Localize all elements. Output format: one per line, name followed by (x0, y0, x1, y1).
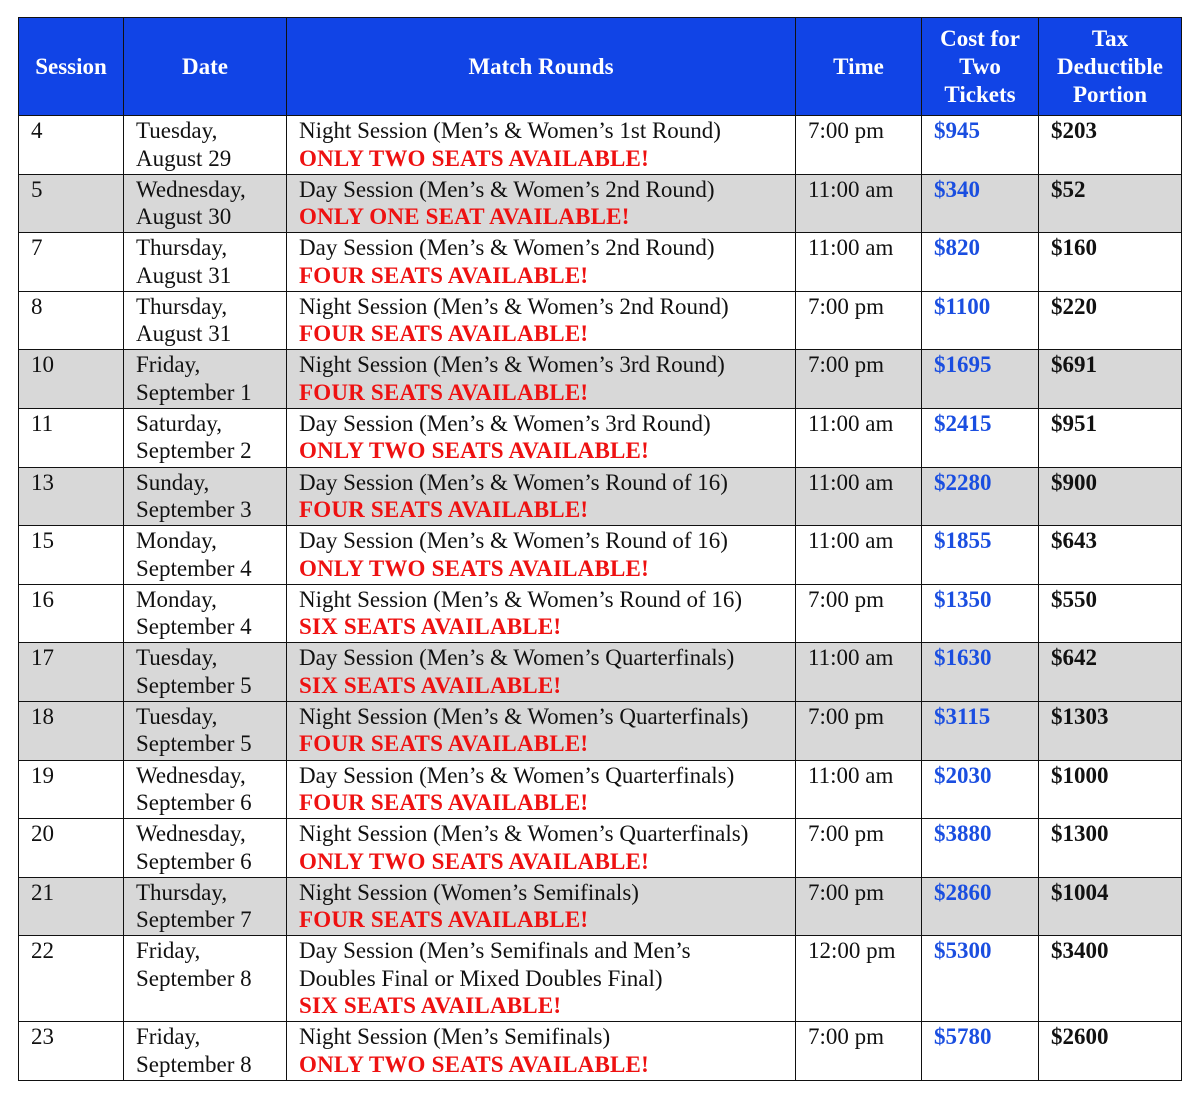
cost-cell (922, 760, 1039, 819)
table-body (19, 116, 1182, 1081)
calendar-date: September 4 (136, 555, 252, 581)
time-cell (796, 701, 922, 760)
table-row (19, 233, 1182, 292)
table-row (19, 760, 1182, 819)
session-time: 11:00 am (808, 762, 894, 788)
header-match-rounds: Match Rounds (287, 18, 796, 116)
session-number: 7 (31, 235, 43, 261)
tax-cell (1039, 819, 1182, 878)
tax-cell (1039, 936, 1182, 1022)
table-row (19, 877, 1182, 936)
match-rounds-cell (287, 877, 796, 936)
tax-deductible-amount: $1000 (1051, 762, 1109, 788)
header-time: Time (796, 18, 922, 116)
tax-deductible-amount: $203 (1051, 118, 1097, 143)
date-cell (124, 350, 287, 409)
match-description: Night Session (Men’s & Women’s Quarterfinals) (299, 821, 749, 847)
calendar-date: September 3 (136, 497, 252, 523)
session-number: 11 (31, 410, 54, 436)
session-time: 7:00 pm (808, 586, 885, 612)
tax-deductible-amount: $220 (1051, 293, 1097, 319)
time-cell (796, 877, 922, 936)
ticket-cost: $820 (934, 235, 980, 261)
date-cell (124, 116, 287, 175)
match-description: Night Session (Men’s & Women’s Quarterfinals) (299, 703, 749, 729)
ticket-cost: $945 (934, 118, 980, 143)
weekday: Saturday, (136, 410, 223, 436)
session-cell (19, 350, 124, 409)
tax-cell (1039, 174, 1182, 233)
match-rounds-cell (287, 350, 796, 409)
match-rounds-cell (287, 584, 796, 643)
match-rounds-cell (287, 174, 796, 233)
tax-deductible-amount: $900 (1051, 469, 1097, 495)
weekday: Friday, (136, 1024, 201, 1050)
tax-deductible-amount: $642 (1051, 645, 1097, 671)
time-cell (796, 174, 922, 233)
seat-availability: ONLY TWO SEATS AVAILABLE! (299, 438, 649, 464)
weekday: Friday, (136, 352, 201, 378)
match-description: Day Session (Men’s & Women’s Quarterfinals) (299, 645, 735, 671)
cost-cell (922, 584, 1039, 643)
table-header-row (19, 18, 1182, 116)
weekday: Tuesday, (136, 645, 218, 671)
seat-availability: FOUR SEATS AVAILABLE! (299, 262, 589, 288)
session-cell (19, 877, 124, 936)
tax-cell (1039, 877, 1182, 936)
ticket-sessions-table (18, 17, 1182, 1081)
weekday: Sunday, (136, 469, 210, 495)
ticket-cost: $5780 (934, 1024, 992, 1050)
session-cell (19, 174, 124, 233)
calendar-date: September 6 (136, 848, 252, 874)
session-time: 7:00 pm (808, 879, 885, 905)
tax-deductible-amount: $52 (1051, 176, 1086, 202)
table-row (19, 819, 1182, 878)
match-rounds-cell (287, 643, 796, 702)
table-row (19, 936, 1182, 1022)
match-description: Night Session (Men’s & Women’s 1st Round) (299, 118, 721, 143)
session-number: 20 (31, 821, 54, 847)
session-cell (19, 1022, 124, 1081)
session-time: 7:00 pm (808, 118, 885, 143)
date-cell (124, 701, 287, 760)
calendar-date: September 5 (136, 672, 252, 698)
session-time: 11:00 am (808, 469, 894, 495)
session-time: 11:00 am (808, 176, 894, 202)
cost-cell (922, 643, 1039, 702)
cost-cell (922, 350, 1039, 409)
time-cell (796, 584, 922, 643)
weekday: Wednesday, (136, 762, 246, 788)
tax-cell (1039, 643, 1182, 702)
session-cell (19, 643, 124, 702)
weekday: Friday, (136, 938, 201, 964)
date-cell (124, 467, 287, 526)
tax-cell (1039, 760, 1182, 819)
session-time: 11:00 am (808, 410, 894, 436)
calendar-date: September 8 (136, 965, 252, 991)
match-rounds-cell (287, 408, 796, 467)
seat-availability: ONLY TWO SEATS AVAILABLE! (299, 848, 649, 874)
ticket-cost: $340 (934, 176, 980, 202)
ticket-cost: $3115 (934, 703, 991, 729)
header-date: Date (124, 18, 287, 116)
session-time: 11:00 am (808, 235, 894, 261)
tax-deductible-amount: $951 (1051, 410, 1097, 436)
time-cell (796, 936, 922, 1022)
ticket-cost: $3880 (934, 821, 992, 847)
calendar-date: September 4 (136, 614, 252, 640)
tax-deductible-amount: $1004 (1051, 879, 1109, 905)
ticket-cost: $2860 (934, 879, 992, 905)
match-description: Day Session (Men’s Semifinals and Men’s (299, 938, 691, 964)
ticket-cost: $1350 (934, 586, 992, 612)
table-row (19, 350, 1182, 409)
session-number: 17 (31, 645, 54, 671)
time-cell (796, 233, 922, 292)
date-cell (124, 233, 287, 292)
table-row (19, 174, 1182, 233)
weekday: Tuesday, (136, 118, 218, 143)
session-cell (19, 116, 124, 175)
ticket-cost: $1100 (934, 293, 991, 319)
date-cell (124, 877, 287, 936)
ticket-cost: $1630 (934, 645, 992, 671)
date-cell (124, 584, 287, 643)
time-cell (796, 116, 922, 175)
tax-cell (1039, 116, 1182, 175)
time-cell (796, 526, 922, 585)
calendar-date: September 8 (136, 1051, 252, 1077)
table-row (19, 408, 1182, 467)
weekday: Wednesday, (136, 176, 246, 202)
session-number: 23 (31, 1024, 54, 1050)
weekday: Thursday, (136, 879, 228, 905)
seat-availability: SIX SEATS AVAILABLE! (299, 993, 562, 1019)
calendar-date: August 31 (136, 321, 232, 347)
seat-availability: FOUR SEATS AVAILABLE! (299, 497, 589, 523)
calendar-date: September 5 (136, 731, 252, 757)
table-row (19, 526, 1182, 585)
session-number: 22 (31, 938, 54, 964)
date-cell (124, 526, 287, 585)
match-rounds-cell (287, 701, 796, 760)
calendar-date: September 2 (136, 438, 252, 464)
ticket-cost: $1695 (934, 352, 992, 378)
match-rounds-cell (287, 1022, 796, 1081)
match-description: Day Session (Men’s & Women’s 2nd Round) (299, 235, 715, 261)
seat-availability: ONLY TWO SEATS AVAILABLE! (299, 1051, 649, 1077)
cost-cell (922, 116, 1039, 175)
date-cell (124, 936, 287, 1022)
table-row (19, 701, 1182, 760)
session-time: 11:00 am (808, 528, 894, 554)
session-time: 7:00 pm (808, 703, 885, 729)
cost-cell (922, 877, 1039, 936)
match-rounds-cell (287, 233, 796, 292)
time-cell (796, 467, 922, 526)
weekday: Thursday, (136, 293, 228, 319)
calendar-date: September 6 (136, 790, 252, 816)
seat-availability: SIX SEATS AVAILABLE! (299, 614, 562, 640)
cost-cell (922, 701, 1039, 760)
session-time: 11:00 am (808, 645, 894, 671)
session-time: 12:00 pm (808, 938, 896, 964)
time-cell (796, 643, 922, 702)
match-description: Day Session (Men’s & Women’s 3rd Round) (299, 410, 711, 436)
cost-cell (922, 526, 1039, 585)
tax-deductible-amount: $550 (1051, 586, 1097, 612)
tax-deductible-amount: $691 (1051, 352, 1097, 378)
session-cell (19, 526, 124, 585)
tax-deductible-amount: $160 (1051, 235, 1097, 261)
tax-deductible-amount: $643 (1051, 528, 1097, 554)
cost-cell (922, 174, 1039, 233)
weekday: Tuesday, (136, 703, 218, 729)
cost-cell (922, 819, 1039, 878)
cost-cell (922, 467, 1039, 526)
session-time: 7:00 pm (808, 293, 885, 319)
ticket-cost: $5300 (934, 938, 992, 964)
match-rounds-cell (287, 526, 796, 585)
tax-deductible-amount: $1303 (1051, 703, 1109, 729)
cost-cell (922, 936, 1039, 1022)
table-row (19, 1022, 1182, 1081)
session-cell (19, 584, 124, 643)
match-description: Day Session (Men’s & Women’s Quarterfinals) (299, 762, 735, 788)
seat-availability: FOUR SEATS AVAILABLE! (299, 790, 589, 816)
seat-availability: ONLY TWO SEATS AVAILABLE! (299, 145, 649, 171)
match-description: Night Session (Women’s Semifinals) (299, 879, 639, 905)
session-time: 7:00 pm (808, 1024, 885, 1050)
session-number: 5 (31, 176, 43, 202)
tax-cell (1039, 291, 1182, 350)
calendar-date: September 7 (136, 907, 252, 933)
seat-availability: SIX SEATS AVAILABLE! (299, 672, 562, 698)
match-rounds-cell (287, 467, 796, 526)
session-cell (19, 291, 124, 350)
time-cell (796, 819, 922, 878)
date-cell (124, 174, 287, 233)
session-number: 10 (31, 352, 54, 378)
tax-deductible-amount: $2600 (1051, 1024, 1109, 1050)
session-number: 13 (31, 469, 54, 495)
match-description: Night Session (Men’s & Women’s 3rd Round) (299, 352, 725, 378)
weekday: Monday, (136, 586, 217, 612)
seat-availability: ONLY TWO SEATS AVAILABLE! (299, 555, 649, 581)
session-cell (19, 936, 124, 1022)
weekday: Monday, (136, 528, 217, 554)
match-description: Night Session (Men’s & Women’s Round of 16) (299, 586, 743, 612)
match-description: Doubles Final or Mixed Doubles Final) (299, 965, 663, 991)
tax-deductible-amount: $1300 (1051, 821, 1109, 847)
calendar-date: August 30 (136, 204, 232, 230)
session-number: 18 (31, 703, 54, 729)
match-description: Day Session (Men’s & Women’s Round of 16) (299, 469, 728, 495)
time-cell (796, 350, 922, 409)
date-cell (124, 643, 287, 702)
calendar-date: August 29 (136, 145, 232, 171)
tax-cell (1039, 350, 1182, 409)
table-row (19, 643, 1182, 702)
cost-cell (922, 408, 1039, 467)
header-session: Session (19, 18, 124, 116)
table-row (19, 584, 1182, 643)
time-cell (796, 1022, 922, 1081)
weekday: Thursday, (136, 235, 228, 261)
cost-cell (922, 233, 1039, 292)
session-number: 8 (31, 293, 43, 319)
match-rounds-cell (287, 819, 796, 878)
match-rounds-cell (287, 936, 796, 1022)
seat-availability: ONLY ONE SEAT AVAILABLE! (299, 204, 630, 230)
date-cell (124, 291, 287, 350)
session-cell (19, 819, 124, 878)
session-number: 16 (31, 586, 54, 612)
weekday: Wednesday, (136, 821, 246, 847)
time-cell (796, 408, 922, 467)
calendar-date: September 1 (136, 379, 252, 405)
session-cell (19, 467, 124, 526)
ticket-cost: $2030 (934, 762, 992, 788)
tax-cell (1039, 526, 1182, 585)
match-description: Day Session (Men’s & Women’s Round of 16) (299, 528, 728, 554)
ticket-cost: $2415 (934, 410, 992, 436)
tax-cell (1039, 408, 1182, 467)
cost-cell (922, 291, 1039, 350)
session-number: 21 (31, 879, 54, 905)
ticket-table-container (18, 17, 1181, 1081)
tax-deductible-amount: $3400 (1051, 938, 1109, 964)
session-number: 19 (31, 762, 54, 788)
session-number: 15 (31, 528, 54, 554)
ticket-cost: $1855 (934, 528, 992, 554)
match-description: Night Session (Men’s & Women’s 2nd Round) (299, 293, 729, 319)
time-cell (796, 291, 922, 350)
session-cell (19, 408, 124, 467)
header-tax-deductible: Tax Deductible Portion (1039, 18, 1182, 116)
seat-availability: FOUR SEATS AVAILABLE! (299, 321, 589, 347)
tax-cell (1039, 467, 1182, 526)
session-cell (19, 760, 124, 819)
match-rounds-cell (287, 291, 796, 350)
date-cell (124, 408, 287, 467)
table-row (19, 467, 1182, 526)
seat-availability: FOUR SEATS AVAILABLE! (299, 379, 589, 405)
table-row (19, 116, 1182, 175)
session-time: 7:00 pm (808, 821, 885, 847)
match-rounds-cell (287, 116, 796, 175)
tax-cell (1039, 233, 1182, 292)
cost-cell (922, 1022, 1039, 1081)
match-rounds-cell (287, 760, 796, 819)
seat-availability: FOUR SEATS AVAILABLE! (299, 731, 589, 757)
tax-cell (1039, 1022, 1182, 1081)
match-description: Night Session (Men’s Semifinals) (299, 1024, 611, 1050)
calendar-date: August 31 (136, 262, 232, 288)
session-cell (19, 701, 124, 760)
date-cell (124, 819, 287, 878)
time-cell (796, 760, 922, 819)
session-number: 4 (31, 118, 43, 143)
date-cell (124, 760, 287, 819)
seat-availability: FOUR SEATS AVAILABLE! (299, 907, 589, 933)
tax-cell (1039, 701, 1182, 760)
session-time: 7:00 pm (808, 352, 885, 378)
match-description: Day Session (Men’s & Women’s 2nd Round) (299, 176, 715, 202)
table-row (19, 291, 1182, 350)
ticket-cost: $2280 (934, 469, 992, 495)
date-cell (124, 1022, 287, 1081)
header-cost: Cost for Two Tickets (922, 18, 1039, 116)
session-cell (19, 233, 124, 292)
tax-cell (1039, 584, 1182, 643)
